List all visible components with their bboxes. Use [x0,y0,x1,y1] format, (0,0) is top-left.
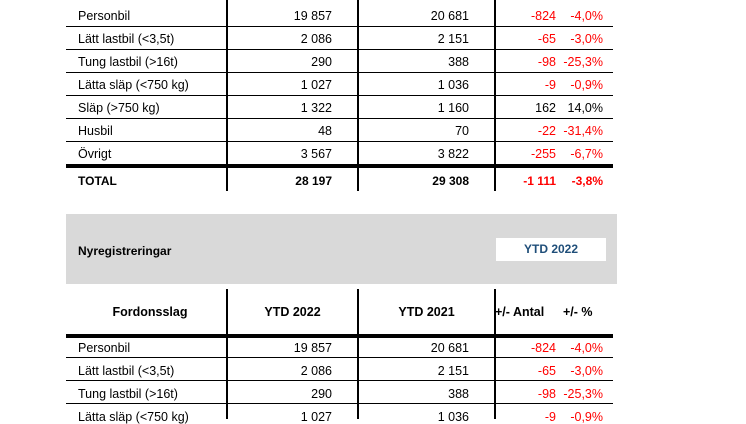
row-label: Husbil [78,124,113,138]
row-divider [66,118,613,119]
value-diff: -255 [530,147,556,161]
total-label: TOTAL [78,174,117,188]
total-divider [66,164,613,168]
value-diff: -22 [537,124,556,138]
total-ytd-2022: 28 197 [295,174,332,188]
header-diff: +/- Antal [495,305,545,319]
value-pct: -25,3% [563,387,603,401]
value-pct: -3,0% [570,32,603,46]
value-ytd-2021: 20 681 [430,341,469,355]
row-label: Lätt lastbil (<3,5t) [78,32,175,46]
row-divider [66,357,613,358]
total-pct: -3,8% [571,174,603,188]
value-ytd-2021: 1 160 [437,101,469,115]
value-ytd-2021: 3 822 [437,147,469,161]
row-label: Tung lastbil (>16t) [78,387,178,401]
value-diff: -98 [537,55,556,69]
header-ytd-2022: YTD 2022 [264,305,321,319]
row-label: Lätta släp (<750 kg) [78,410,189,424]
value-ytd-2021: 20 681 [430,9,469,23]
row-divider [66,26,613,27]
value-pct: 14,0% [567,101,603,115]
value-ytd-2022: 1 322 [300,101,332,115]
value-diff: -65 [537,32,556,46]
value-diff: -824 [530,341,556,355]
value-ytd-2022: 2 086 [300,32,332,46]
value-ytd-2022: 19 857 [293,341,332,355]
value-ytd-2021: 2 151 [437,32,469,46]
row-divider [66,95,613,96]
value-pct: -4,0% [570,341,603,355]
row-divider [66,49,613,50]
value-ytd-2021: 1 036 [437,410,469,424]
row-label: Lätt lastbil (<3,5t) [78,364,175,378]
value-diff: -824 [530,9,556,23]
value-pct: -4,0% [570,9,603,23]
row-label: Övrigt [78,147,112,161]
header-pct: +/- % [563,305,593,319]
row-divider [66,72,613,73]
value-ytd-2022: 290 [311,55,332,69]
value-pct: -0,9% [570,410,603,424]
value-ytd-2021: 388 [448,387,469,401]
row-divider [66,380,613,381]
value-ytd-2022: 3 567 [300,147,332,161]
section-title: Nyregistreringar [78,244,172,258]
value-ytd-2021: 388 [448,55,469,69]
row-label: Personbil [78,341,131,355]
value-pct: -25,3% [563,55,603,69]
header-ytd-2021: YTD 2021 [398,305,455,319]
value-ytd-2021: 70 [455,124,469,138]
value-ytd-2021: 1 036 [437,78,469,92]
row-divider [66,141,613,142]
total-diff: -1 111 [523,174,556,188]
row-label: Personbil [78,9,131,23]
row-label: Släp (>750 kg) [78,101,160,115]
value-diff: -65 [537,364,556,378]
value-pct: -6,7% [570,147,603,161]
value-ytd-2022: 2 086 [300,364,332,378]
value-ytd-2022: 1 027 [300,78,332,92]
header-divider [66,334,613,338]
value-diff: -9 [544,78,556,92]
header-vehicle-type: Fordonsslag [112,305,188,319]
row-label: Tung lastbil (>16t) [78,55,178,69]
value-ytd-2022: 19 857 [293,9,332,23]
value-ytd-2022: 48 [318,124,332,138]
value-pct: -3,0% [570,364,603,378]
value-ytd-2022: 1 027 [300,410,332,424]
value-ytd-2021: 2 151 [437,364,469,378]
period-badge [496,238,606,261]
value-diff: -9 [544,410,556,424]
total-ytd-2021: 29 308 [432,174,469,188]
value-ytd-2022: 290 [311,387,332,401]
value-diff: 162 [535,101,556,115]
row-label: Lätta släp (<750 kg) [78,78,189,92]
row-divider [66,403,613,404]
value-pct: -31,4% [563,124,603,138]
value-diff: -98 [537,387,556,401]
value-pct: -0,9% [570,78,603,92]
period-badge-label: YTD 2022 [523,242,579,256]
